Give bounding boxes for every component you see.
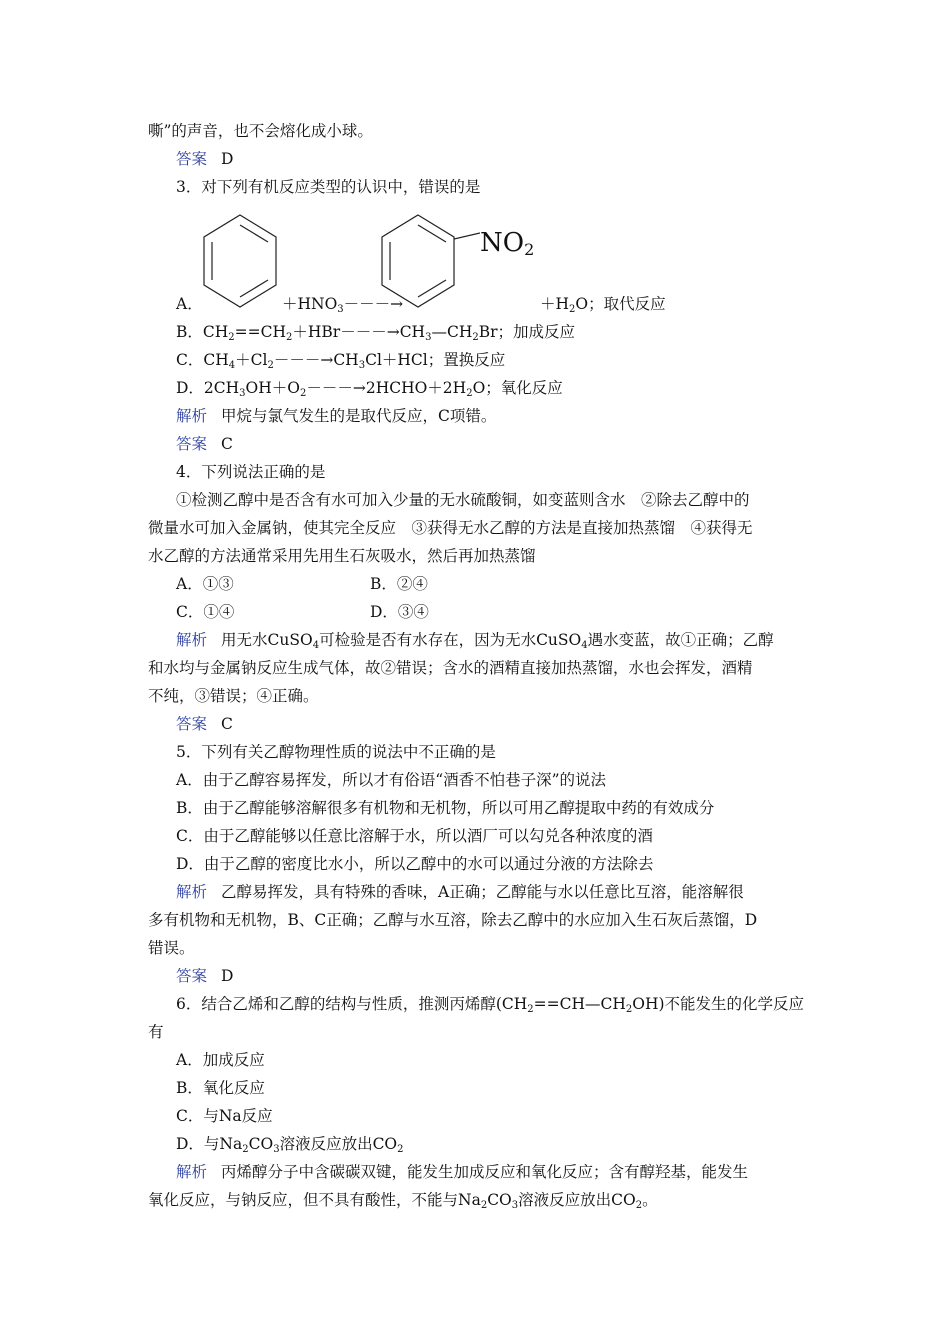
analysis-label: 解析	[176, 1163, 208, 1181]
option-6b: B．氧化反应	[176, 1079, 265, 1097]
answer-value: D	[221, 967, 234, 985]
answer-label: 答案	[176, 150, 208, 168]
option-5a: A．由于乙醇容易挥发，所以才有俗语“酒香不怕巷子深”的说法	[176, 771, 607, 789]
option-4a: A．①③	[176, 575, 234, 593]
answer-value: D	[221, 150, 234, 168]
option-3b: B．$CH_2==CH_2+HBr---\to CH_3—CH_2Br$；加成反应	[176, 323, 576, 343]
analysis-label: 解析	[176, 407, 208, 425]
analysis-line	[176, 882, 836, 902]
option-3a	[176, 294, 836, 314]
option-6c: C．与Na反应	[176, 1107, 273, 1125]
option-5c: C．由于乙醇能够以任意比溶解于水，所以酒厂可以勾兑各种浓度的酒	[176, 827, 653, 845]
text-line: 和水均与金属钠反应生成气体，故②错误；含水的酒精直接加热蒸馏，水也会挥发，酒精	[148, 659, 753, 677]
question-4: 4．下列说法正确的是	[176, 463, 326, 481]
text-line: 微量水可加入金属钠，使其完全反应 ③获得无水乙醇的方法是直接加热蒸馏 ④获得无	[148, 519, 753, 537]
question-6: 6．结合乙烯和乙醇的结构与性质，推测丙烯醇$(CH_2==CH—CH_2OH)$不能发生的化学反应	[176, 995, 805, 1015]
question-5: 5．下列有关乙醇物理性质的说法中不正确的是	[176, 743, 496, 761]
answer-line	[176, 714, 836, 734]
analysis-text: 甲烷与氯气发生的是取代反应，C项错。	[221, 407, 497, 425]
option-5b: B．由于乙醇能够溶解很多有机物和无机物，所以可用乙醇提取中药的有效成分	[176, 799, 715, 817]
text-line: 水乙醇的方法通常采用先用生石灰吸水，然后再加热蒸馏	[148, 547, 536, 565]
option-4b: B．②④	[370, 575, 428, 593]
nitro-group-label: $NO_2$	[480, 228, 535, 259]
answer-value: C	[221, 435, 233, 453]
analysis-text: 用无水CuSO$_4$可检验是否有水存在，因为无水CuSO$_4$遇水变蓝，故①正确；乙醇	[221, 631, 774, 651]
text-line: 不纯，③错误；④正确。	[148, 687, 319, 705]
answer-line	[176, 966, 836, 986]
option-5d: D．由于乙醇的密度比水小，所以乙醇中的水可以通过分液的方法除去	[176, 855, 654, 873]
option-6d: D．与$Na_2CO_3$溶液反应放出$CO_2$	[176, 1135, 404, 1155]
option-3c: C．$CH_4+Cl_2---\to CH_3Cl+HCl$；置换反应	[176, 351, 506, 371]
analysis-line	[176, 1162, 836, 1182]
option-4c: C．①④	[176, 603, 235, 621]
text-line: 错误。	[148, 939, 195, 957]
analysis-line	[176, 630, 836, 650]
option-3d: D．$2CH_3OH+O_2---\to 2HCHO+2H_2O$；氧化反应	[176, 379, 563, 399]
option-3a-reagent: $+HNO_3---\to$	[282, 295, 404, 315]
text-line: 有	[148, 1023, 164, 1041]
text-line: 氧化反应，与钠反应，但不具有酸性，不能与$Na_2CO_3$溶液反应放出$CO_2$。	[148, 1191, 658, 1211]
option-4d: D．③④	[370, 603, 429, 621]
option-row	[176, 574, 836, 594]
nitro-bond-line	[454, 232, 480, 242]
analysis-label: 解析	[176, 631, 208, 649]
answer-label: 答案	[176, 435, 208, 453]
text-line: ①检测乙醇中是否含有水可加入少量的无水硫酸铜，如变蓝则含水 ②除去乙醇中的	[176, 491, 750, 509]
text-line: 嘶”的声音，也不会熔化成小球。	[148, 122, 373, 140]
option-row	[176, 602, 836, 622]
answer-value: C	[221, 715, 233, 733]
answer-line	[176, 149, 836, 169]
option-6a: A．加成反应	[176, 1051, 265, 1069]
answer-line	[176, 434, 836, 454]
answer-label: 答案	[176, 715, 208, 733]
analysis-text: 丙烯醇分子中含碳碳双键，能发生加成反应和氧化反应；含有醇羟基，能发生	[221, 1163, 749, 1181]
question-3: 3．对下列有机反应类型的认识中，错误的是	[176, 178, 481, 196]
analysis-text: 乙醇易挥发，具有特殊的香味，A正确；乙醇能与水以任意比互溶，能溶解很	[221, 883, 744, 901]
analysis-label: 解析	[176, 883, 208, 901]
analysis-line	[176, 406, 836, 426]
answer-label: 答案	[176, 967, 208, 985]
option-prefix: A．	[176, 295, 203, 313]
option-3a-product: $+H_2O$；取代反应	[540, 295, 666, 315]
text-line: 多有机物和无机物，B、C正确；乙醇与水互溶，除去乙醇中的水应加入生石灰后蒸馏，D	[148, 911, 758, 929]
